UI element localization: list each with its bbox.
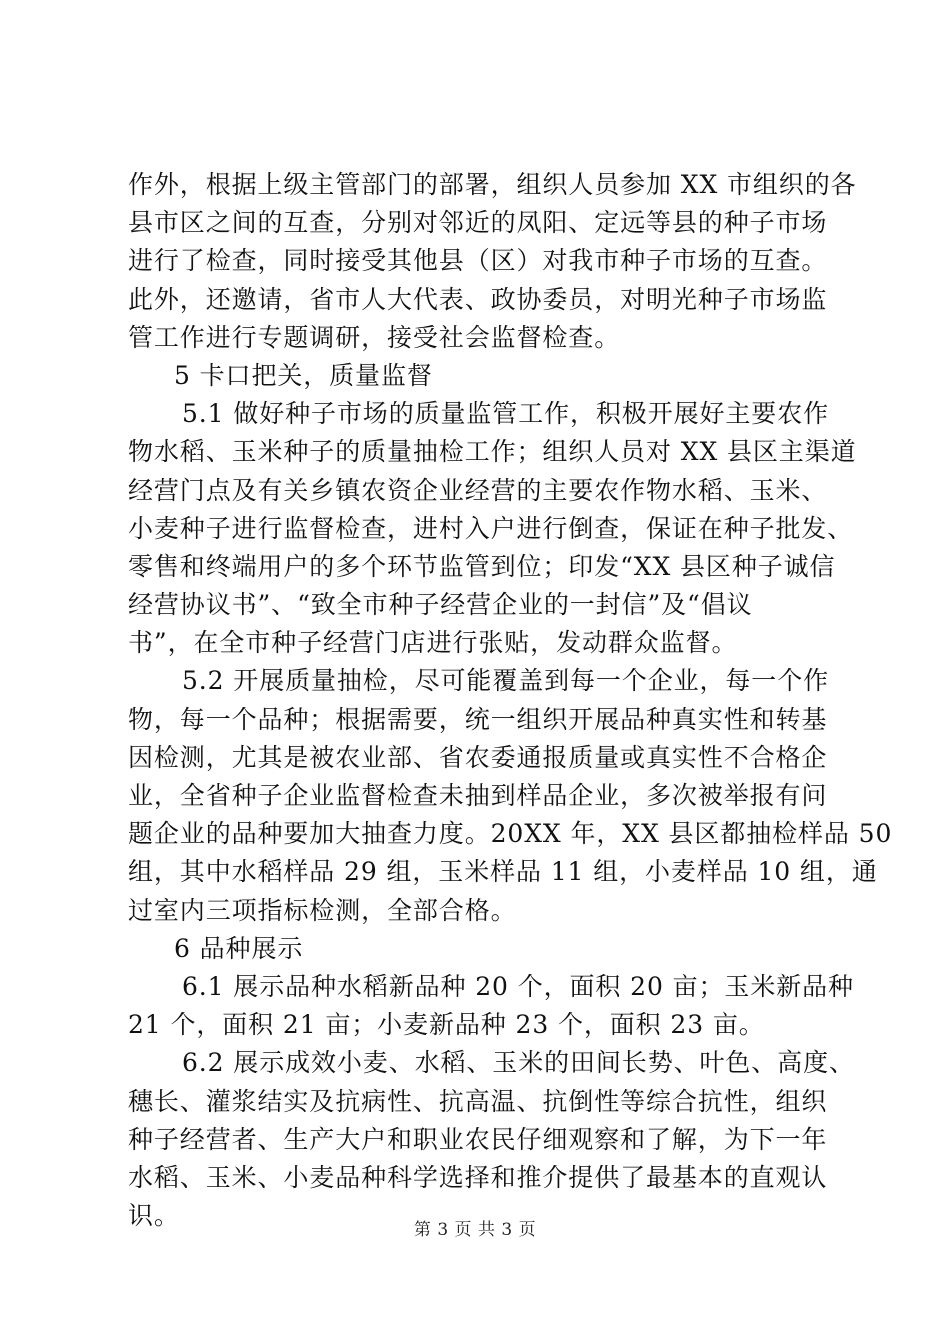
document-body	[128, 166, 893, 1235]
section-heading-6: 6 品种展示	[174, 933, 304, 963]
body-text-line: 县市区之间的互查，分别对邻近的凤阳、定远等县的种子市场	[128, 208, 828, 238]
body-text-line: 物水稻、玉米种子的质量抽检工作；组织人员对 XX 县区主渠道	[128, 437, 857, 467]
section-heading-5: 5 卡口把关，质量监督	[174, 360, 433, 390]
body-text-line: 零售和终端用户的多个环节监管到位；印发“XX 县区种子诚信	[128, 551, 836, 581]
body-text-line: 题企业的品种要加大抽查力度。20XX 年，XX 县区都抽检样品 50	[128, 819, 893, 849]
body-text-line: 物，每一个品种；根据需要，统一组织开展品种真实性和转基	[128, 704, 828, 734]
body-text-line: 穗长、灌浆结实及抗病性、抗高温、抗倒性等综合抗性，组织	[128, 1086, 828, 1116]
paragraph-start-5-2: 5.2 开展质量抽检，尽可能覆盖到每一个企业，每一个作	[182, 666, 830, 696]
body-text-line: 书”，在全市种子经营门店进行张贴，发动群众监督。	[128, 628, 738, 658]
body-text-line: 进行了检查，同时接受其他县（区）对我市种子市场的互查。	[128, 246, 828, 276]
body-text-line: 管工作进行专题调研，接受社会监督检查。	[128, 322, 621, 352]
body-text-line: 识。	[128, 1201, 180, 1231]
body-text-line: 作外，根据上级主管部门的部署，组织人员参加 XX 市组织的各	[128, 170, 857, 199]
body-text-line: 经营门点及有关乡镇农资企业经营的主要农作物水稻、玉米、	[128, 475, 828, 505]
body-text-line: 经营协议书”、“致全市种子经营企业的一封信”及“倡议	[128, 590, 753, 620]
paragraph-start-6-2: 6.2 展示成效小麦、水稻、玉米的田间长势、叶色、高度、	[182, 1048, 855, 1078]
body-text-line: 水稻、玉米、小麦品种科学选择和推介提供了最基本的直观认	[128, 1162, 828, 1192]
paragraph-start-6-1: 6.1 展示品种水稻新品种 20 个，面积 20 亩；玉米新品种	[182, 971, 854, 1001]
body-text-line: 种子经营者、生产大户和职业农民仔细观察和了解，为下一年	[128, 1124, 828, 1154]
body-text-line: 组，其中水稻样品 29 组，玉米样品 11 组，小麦样品 10 组，通	[128, 857, 878, 887]
body-text-line: 小麦种子进行监督检查，进村入户进行倒查，保证在种子批发、	[128, 513, 854, 543]
page-number-footer: 第 3 页 共 3 页	[413, 1220, 537, 1240]
body-text-line: 业，全省种子企业监督检查未抽到样品企业，多次被举报有问	[128, 781, 828, 810]
body-text-line: 因检测，尤其是被农业部、省农委通报质量或真实性不合格企	[128, 742, 828, 772]
paragraph-start-5-1: 5.1 做好种子市场的质量监管工作，积极开展好主要农作	[182, 399, 830, 429]
body-text-line: 过室内三项指标检测，全部合格。	[128, 895, 517, 925]
body-text-line: 此外，还邀请，省市人大代表、政协委员，对明光种子市场监	[128, 284, 828, 314]
body-text-line: 21 个，面积 21 亩；小麦新品种 23 个，面积 23 亩。	[128, 1010, 765, 1040]
